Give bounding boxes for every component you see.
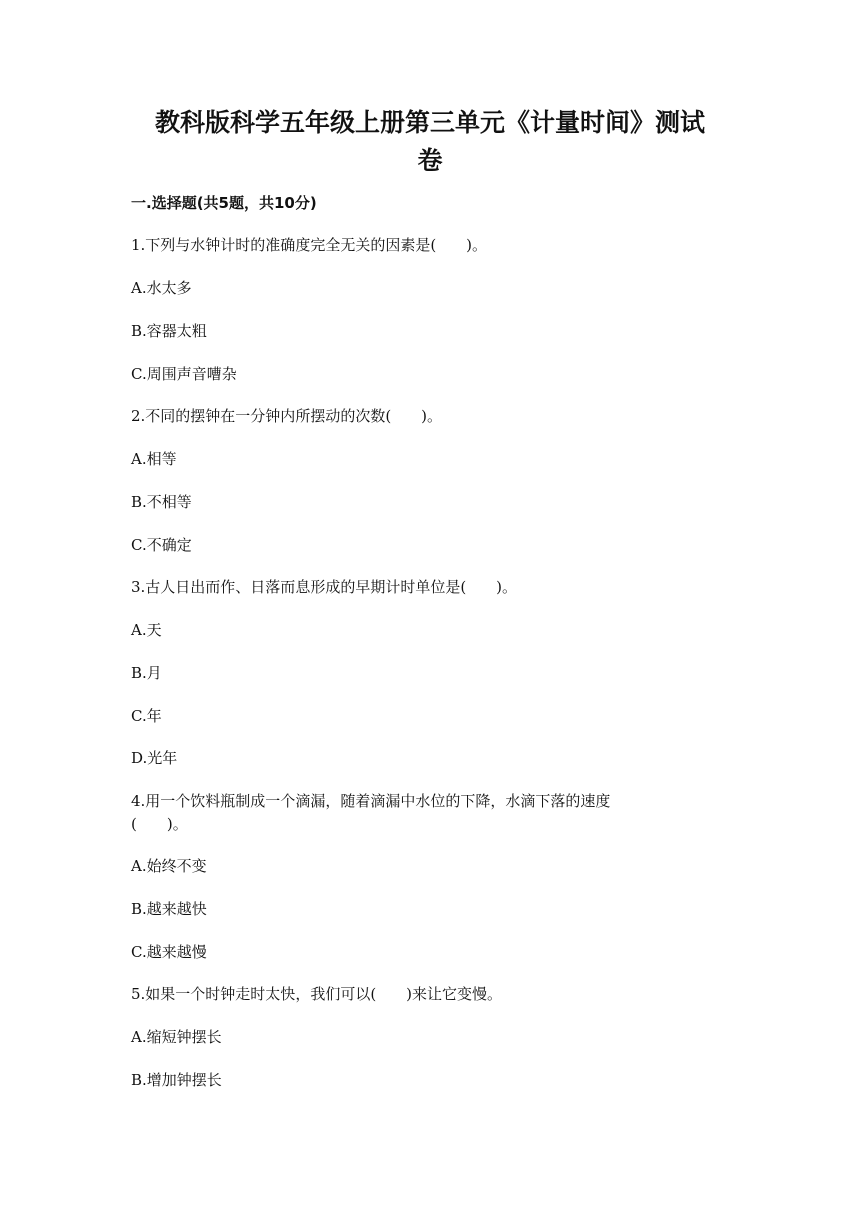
question-2-option-c: C.不确定 xyxy=(131,536,192,554)
question-5-option-a: A.缩短钟摆长 xyxy=(131,1028,222,1046)
question-4-option-b: B.越来越快 xyxy=(131,900,207,918)
question-1-option-c: C.周围声音嘈杂 xyxy=(131,365,237,383)
document-title xyxy=(100,104,760,180)
question-4-option-c: C.越来越慢 xyxy=(131,943,207,961)
question-4-stem-continued: ( )。 xyxy=(131,815,188,833)
question-1-option-b: B.容器太粗 xyxy=(131,322,207,340)
question-5-option-b: B.增加钟摆长 xyxy=(131,1071,222,1089)
section-heading: 一.选择题(共5题，共10分) xyxy=(131,194,317,212)
question-3-option-b: B.月 xyxy=(131,664,162,682)
title-line-1: 教科版科学五年级上册第三单元《计量时间》测试 xyxy=(154,108,705,137)
question-3-stem: 3.古人日出而作、日落而息形成的早期计时单位是( )。 xyxy=(131,578,518,596)
title-line-2: 卷 xyxy=(417,146,443,175)
question-3-option-c: C.年 xyxy=(131,707,162,725)
question-2-option-b: B.不相等 xyxy=(131,493,192,511)
question-2-stem: 2.不同的摆钟在一分钟内所摆动的次数( )。 xyxy=(131,407,443,425)
question-3-option-d: D.光年 xyxy=(131,749,178,767)
question-2-option-a: A.相等 xyxy=(131,450,177,468)
question-1-stem: 1.下列与水钟计时的准确度完全无关的因素是( )。 xyxy=(131,236,488,254)
question-1-option-a: A.水太多 xyxy=(131,279,192,297)
question-3-option-a: A.天 xyxy=(131,621,162,639)
question-4-option-a: A.始终不变 xyxy=(131,857,207,875)
question-4-stem: 4.用一个饮料瓶制成一个滴漏，随着滴漏中水位的下降，水滴下落的速度 xyxy=(131,792,611,810)
question-5-stem: 5.如果一个时钟走时太快，我们可以( )来让它变慢。 xyxy=(131,985,503,1003)
